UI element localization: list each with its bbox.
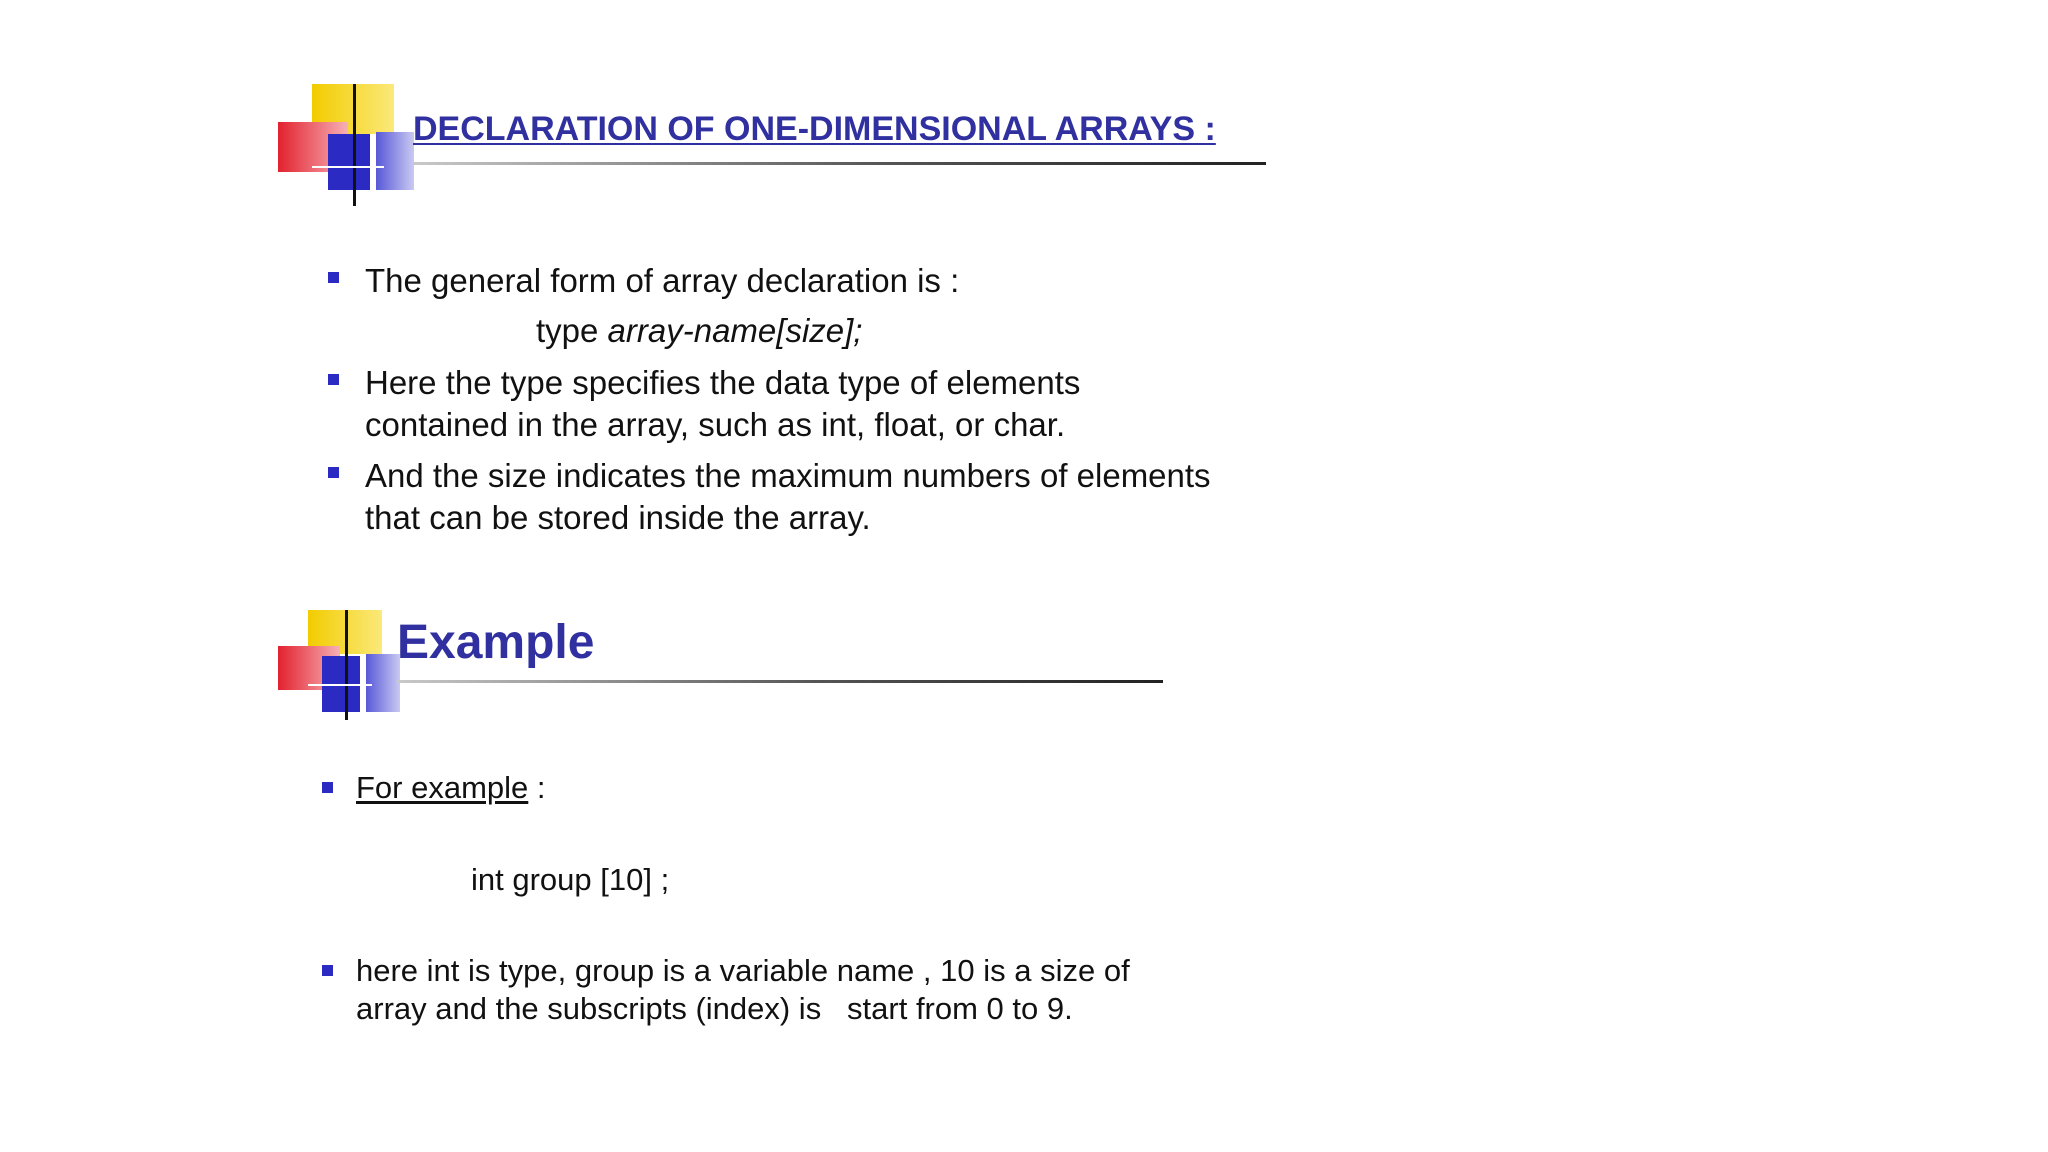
bullet-text-continued: array and the subscripts (index) is start from 0 to 9. [356,991,1073,1026]
title-underline-rule [397,680,1163,683]
bullet-text: Here the type specifies the data type of elements [365,364,1081,401]
syntax-keyword: type [536,312,608,349]
section-title: Example [397,616,595,669]
bullet-square-icon [328,272,339,283]
bullet-square-icon [322,782,333,793]
syntax-declaration: array-name[size]; [607,312,863,349]
logo-lightblue-block [366,654,400,712]
logo-vertical-line [353,84,356,206]
bullet-text: The general form of array declaration is : [365,262,960,299]
logo-vertical-line [345,610,348,720]
slide-logo-icon [278,84,418,206]
bullet-text-continued: contained in the array, such as int, float, or char. [365,406,1066,443]
logo-horizontal-line [308,684,372,686]
logo-horizontal-line [312,166,384,168]
example-link[interactable]: For example [356,770,529,805]
example-intro [356,769,546,807]
logo-lightblue-block [376,132,414,190]
bullet-square-icon [328,374,339,385]
bullet-square-icon [322,965,333,976]
logo-blue-block [328,134,370,190]
bullet-square-icon [328,467,339,478]
code-example: int group [10] ; [471,862,670,897]
bullet-text: And the size indicates the maximum numbers of elements [365,457,1211,494]
slide-logo-icon [278,610,402,720]
example-intro-suffix: : [528,770,546,805]
title-underline-rule [413,162,1266,165]
syntax-line [536,310,862,352]
page-title: DECLARATION OF ONE-DIMENSIONAL ARRAYS : [413,110,1216,148]
bullet-text-continued: that can be stored inside the array. [365,499,871,536]
bullet-text: here int is type, group is a variable name , 10 is a size of [356,953,1130,988]
